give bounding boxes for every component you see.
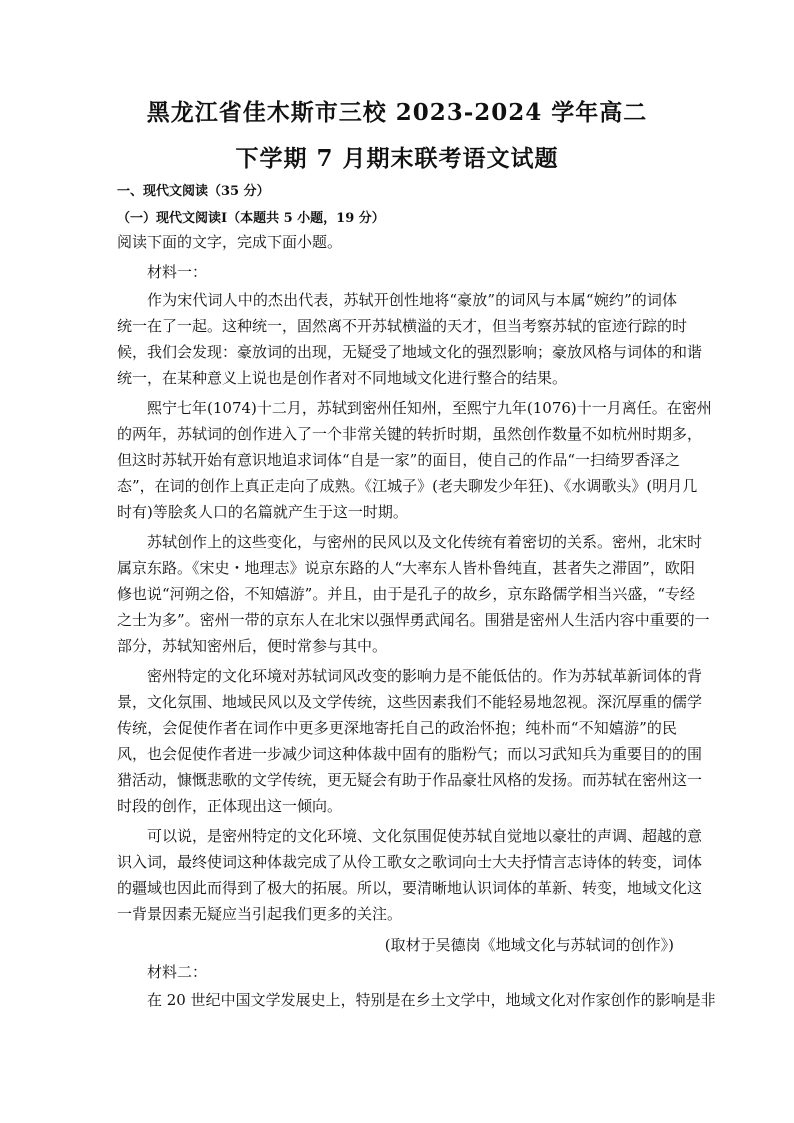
paragraph-line: 景，文化氛围、地域民风以及文学传统，这些因素我们不能轻易地忽视。深沉厚重的儒学 [117, 693, 703, 711]
section-heading: 一、现代文阅读（35 分） [117, 184, 270, 199]
paragraph-line: 修也说“河朔之俗，不知嬉游”。并且，由于是孔子的故乡，京东路儒学相当兴盛，“专经 [117, 585, 696, 603]
paragraph-line: 态”，在词的创作上真正走向了成熟。《江城子》(老夫聊发少年狂)、《水调歌头》(明月几 [117, 477, 698, 495]
material-2-label: 材料二： [147, 963, 208, 981]
paragraph-line: 风，也会促使作者进一步减少词这种体裁中固有的脂粉气；而以习武知兵为重要目的的围 [117, 745, 703, 763]
paragraph-line: 一背景因素无疑应当引起我们更多的关注。 [117, 905, 403, 923]
paragraph-line: 但这时苏轼开始有意识地追求词体“自是一家”的面目，使自己的作品“一扫绮罗香泽之 [117, 451, 681, 469]
paragraph-line: 苏轼创作上的这些变化，与密州的民风以及文化传统有着密切的关系。密州，北宋时 [147, 533, 703, 551]
paragraph-line: 密州特定的文化环境对苏轼词风改变的影响力是不能低估的。作为苏轼革新词体的背 [147, 667, 703, 685]
paragraph-line: 识入词，最终使词这种体裁完成了从伶工歌女之歌词向士大夫抒情言志诗体的转变，词体 [117, 853, 703, 871]
paragraph-line: 猎活动，慷慨悲歌的文学传统，更无疑会有助于作品豪壮风格的发扬。而苏轼在密州这一 [117, 771, 703, 789]
paragraph-line: 候，我们会发现：豪放词的出现，无疑受了地域文化的强烈影响；豪放风格与词体的和谐 [117, 343, 703, 361]
paragraph-line: 之士为多”。密州一带的京东人在北宋以强悍勇武闻名。围猎是密州人生活内容中重要的一 [117, 611, 710, 629]
paragraph-line: 统一在了一起。这种统一，固然离不开苏轼横溢的天才，但当考察苏轼的宦迹行踪的时 [117, 317, 688, 335]
instruction-text: 阅读下面的文字，完成下面小题。 [117, 233, 343, 251]
material-1-label: 材料一： [147, 263, 208, 281]
subsection-heading: （一）现代文阅读Ⅰ（本题共 5 小题，19 分） [117, 211, 385, 226]
paragraph-line: 的两年，苏轼词的创作进入了一个非常关键的转折时期，虽然创作数量不如杭州时期多， [117, 425, 703, 443]
paragraph-line: 部分，苏轼知密州后，便时常参与其中。 [117, 637, 388, 655]
title-line-1: 黑龙江省佳木斯市三校 2023-2024 学年高二 [146, 99, 648, 126]
paragraph-line: 时段的创作，正体现出这一倾向。 [117, 797, 343, 815]
paragraph-line: 的疆域也因此而得到了极大的拓展。所以，要清晰地认识词体的革新、转变，地域文化这 [117, 879, 703, 897]
paragraph-line: 统一，在某种意义上说也是创作者对不同地域文化进行整合的结果。 [117, 369, 568, 387]
paragraph-line: 属京东路。《宋史・地理志》说京东路的人“大率东人皆朴鲁纯直，甚者失之滞固”，欧阳 [117, 559, 695, 577]
paragraph-line: 时有)等脍炙人口的名篇就产生于这一时期。 [117, 503, 408, 521]
paragraph-line: 传统，会促使作者在词作中更多更深地寄托自己的政治怀抱；纯朴而“不知嬉游”的民 [117, 719, 677, 737]
title-line-2: 下学期 7 月期末联考语文试题 [235, 145, 559, 172]
paragraph-line: 在 20 世纪中国文学发展史上，特别是在乡土文学中，地域文化对作家创作的影响是非 [147, 991, 716, 1009]
paragraph-line: 可以说，是密州特定的文化环境、文化氛围促使苏轼自觉地以豪壮的声调、超越的意 [147, 827, 703, 845]
paragraph-line: 作为宋代词人中的杰出代表，苏轼开创性地将“豪放”的词风与本属“婉约”的词体 [147, 291, 677, 309]
paragraph-line: 熙宁七年(1074)十二月，苏轼到密州任知州，至熙宁九年(1076)十一月离任。在密州 [147, 399, 712, 417]
source-citation: (取材于吴德岗《地域文化与苏轼词的创作》) [384, 936, 674, 954]
